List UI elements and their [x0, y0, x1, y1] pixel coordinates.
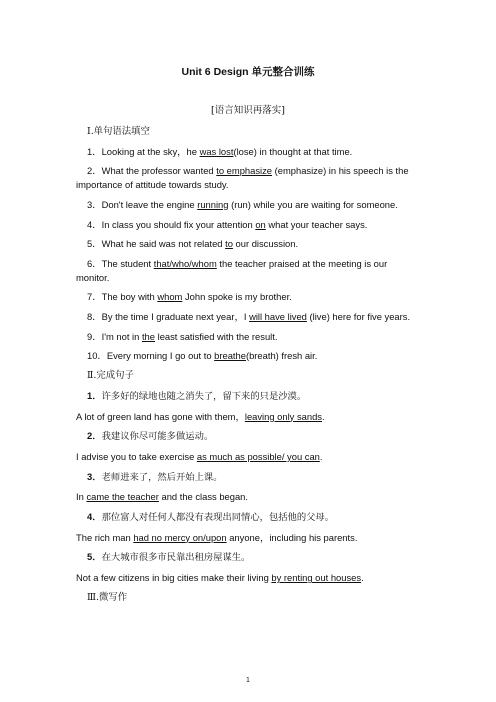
- item-text: what your teacher says.: [265, 218, 368, 230]
- item-answer: running: [197, 198, 229, 210]
- item-text: Looking at the sky，he: [101, 145, 200, 157]
- item-answer: had no mercy on/upon: [133, 531, 227, 543]
- item-number: 5．: [87, 238, 102, 250]
- sentence-answer-english: [76, 450, 422, 464]
- chinese-text: 在大城市很多市民靠出租房屋谋生。: [101, 552, 251, 564]
- item-number: 4．: [87, 511, 102, 523]
- sentence-answer-english: [76, 410, 422, 424]
- item-number: 1．: [87, 145, 102, 157]
- item-answer: the: [141, 330, 155, 342]
- sentence-prompt-chinese: [87, 550, 422, 565]
- item-number: 7．: [87, 291, 102, 303]
- sentence-prompt-chinese: [87, 510, 422, 525]
- item-text: The rich man: [76, 531, 134, 543]
- item-text: .: [322, 410, 325, 422]
- sentence-prompt-chinese: [87, 470, 422, 485]
- item-number: 9．: [87, 330, 102, 342]
- item-text: John spoke is my brother.: [182, 291, 292, 303]
- section-heading-grammar: Ⅰ.单句语法填空: [87, 126, 150, 137]
- item-answer: that/who/whom: [153, 257, 217, 269]
- item-text: In class you should fix your attention: [101, 218, 256, 230]
- sentence-items-list: [76, 389, 422, 585]
- item-text: .: [319, 450, 323, 462]
- item-number: 1．: [87, 389, 102, 401]
- item-text: (live) here for five years.: [306, 311, 411, 323]
- item-number: 3．: [87, 198, 102, 210]
- sentence-answer-english: [76, 571, 422, 585]
- page-title: Unit 6 Design 单元整合训练: [181, 66, 315, 78]
- chinese-text: 老师进来了，然后开始上课。: [101, 471, 223, 483]
- item-answer: was lost: [199, 145, 234, 157]
- chinese-text: 我建议你尽可能多做运动。: [101, 431, 214, 443]
- item-text: least satisfied with the result.: [155, 330, 278, 342]
- item-text: the teacher praised at the meeting is our monitor.: [76, 257, 388, 283]
- grammar-item: [76, 237, 422, 251]
- item-number: 2．: [87, 430, 102, 442]
- item-text: and the class began.: [158, 491, 249, 503]
- grammar-item: [76, 198, 422, 212]
- item-text: I'm not in: [101, 330, 142, 342]
- grammar-item: [76, 257, 422, 284]
- grammar-item: [76, 218, 422, 232]
- item-number: 10．: [87, 350, 107, 362]
- item-number: 4．: [87, 218, 102, 230]
- section-heading-sentences: Ⅱ.完成句子: [87, 370, 134, 382]
- document-content: [76, 125, 422, 611]
- chinese-text: 许多好的绿地也随之消失了，留下来的只是沙漠。: [101, 390, 307, 402]
- item-text: (run) while you are waiting for someone.: [228, 198, 398, 210]
- item-text: Don't leave the engine: [101, 198, 198, 210]
- grammar-item: [76, 310, 422, 324]
- item-text: By the time I graduate next year，I: [101, 311, 250, 323]
- item-answer: whom: [157, 291, 183, 303]
- sentence-prompt-chinese: [87, 429, 422, 444]
- item-text: anyone，including his parents.: [226, 531, 358, 543]
- item-text: What he said was not related: [101, 238, 226, 250]
- item-text: I advise you to take exercise: [76, 450, 197, 462]
- item-answer: to: [225, 238, 233, 250]
- sentence-answer-english: [76, 531, 422, 545]
- item-answer: by renting out houses: [271, 572, 362, 584]
- grammar-item: [76, 145, 422, 159]
- item-number: 2．: [87, 165, 102, 177]
- item-answer: to emphasize: [216, 165, 273, 177]
- item-text: The student: [101, 257, 154, 269]
- item-text: In: [76, 491, 87, 503]
- item-text: Not a few citizens in big cities make their living: [76, 572, 272, 584]
- item-text: A lot of green land has gone with them，: [76, 410, 245, 422]
- item-number: 8．: [87, 311, 102, 323]
- page-subtitle: [语言知识再落实]: [211, 105, 285, 116]
- item-number: 5．: [87, 551, 102, 563]
- grammar-item: [76, 330, 422, 344]
- item-answer: came the teacher: [86, 491, 159, 503]
- sentence-answer-english: [76, 490, 422, 504]
- grammar-item: [76, 290, 422, 304]
- grammar-items-list: [76, 145, 422, 363]
- item-text: The boy with: [101, 291, 158, 303]
- item-number: 3．: [87, 470, 102, 482]
- item-text: our discussion.: [232, 238, 299, 250]
- item-answer: on: [255, 218, 266, 230]
- item-text: .: [361, 572, 364, 584]
- item-text: Every morning I go out to: [106, 350, 215, 362]
- item-answer: breathe: [214, 350, 246, 362]
- item-answer: leaving only sands: [244, 410, 322, 422]
- item-answer: as much as possible/ you can: [196, 450, 320, 462]
- sentence-prompt-chinese: [87, 389, 422, 404]
- item-text: What the professor wanted: [101, 165, 217, 177]
- item-text: (lose) in thought at that time.: [233, 145, 353, 157]
- page-number: 1: [246, 677, 250, 684]
- item-text: (emphasize) in his speech is the importance of attitude towards study.: [76, 165, 409, 191]
- grammar-item: [76, 164, 422, 191]
- item-answer: will have lived: [249, 311, 307, 323]
- item-text: (breath) fresh air.: [245, 350, 318, 362]
- item-number: 6．: [87, 257, 102, 269]
- grammar-item: [76, 349, 422, 363]
- section-heading-writing: Ⅲ.微写作: [87, 591, 128, 603]
- chinese-text: 那位富人对任何人都没有表现出同情心，包括他的父母。: [101, 512, 335, 524]
